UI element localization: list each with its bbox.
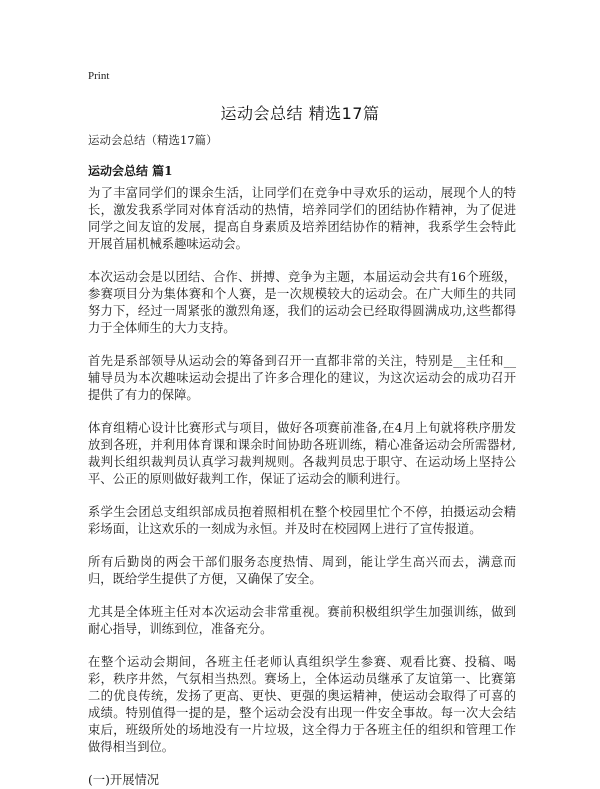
paragraph: 本次运动会是以团结、合作、拼搏、竞争为主题，本届运动会共有16个班级，参赛项目分为集体赛和个人赛，是一次规模较大的运动会。在广大师生的共同努力下，经过一周紧张的激烈角逐，我们的运动会已经取得圆满成功,这些都得力于全体师生的大力支持。 <box>88 270 516 335</box>
paragraph: 系学生会团总支组织部成员抱着照相机在整个校园里忙个不停，拍摄运动会精彩场面，让这欢乐的一刻成为永恒。并及时在校园网上进行了宣传报道。 <box>88 505 516 536</box>
paragraph: 所有后勤岗的两会干部们服务态度热情、周到，能让学生高兴而去，满意而归，既给学生提供了方便，又确保了安全。 <box>88 555 516 586</box>
document-subtitle: 运动会总结（精选17篇） <box>88 133 218 147</box>
section-heading: 运动会总结 篇1 <box>88 164 173 178</box>
paragraph: 尤其是全体班主任对本次运动会非常重视。赛前积极组织学生加强训练，做到耐心指导，训练到位，准备充分。 <box>88 605 516 636</box>
paragraph: 首先是系部领导从运动会的筹备到召开一直都非常的关注，特别是__主任和__辅导员为本次趣味运动会提出了许多合理化的建议，为这次运动会的成功召开提供了有力的保障。 <box>88 354 516 402</box>
paragraph: 在整个运动会期间，各班主任老师认真组织学生参赛、观看比赛、投稿、喝彩，秩序井然，气氛相当热烈。赛场上，全体运动员继承了友谊第一、比赛第二的优良传统，发扬了更高、更快、更强的奥运精神，使运动会取得了可喜的成绩。特别值得一提的是，整个运动会没有出现一件安全事故。每一次大会结束后，班级所处的场地没有一片垃圾，这全得力于各班主任的组织和管理工作做得相当到位。 <box>88 655 516 754</box>
paragraph: 为了丰富同学们的课余生活，让同学们在竞争中寻欢乐的运动，展现个人的特长，激发我系学同对体育活动的热情，培养同学们的团结协作精神，为了促进同学之间友谊的发展，提高自身素质及培养团结协作的精神，我系学生会特此开展首届机械系趣味运动会。 <box>88 186 516 251</box>
paragraph: 体育组精心设计比赛形式与项目，做好各项赛前准备,在4月上旬就将秩序册发放到各班，并利用体育课和课余时间协助各班训练，精心准备运动会所需器材,裁判长组织裁判员认真学习裁判规则。各裁判员忠于职守、在运动场上坚持公平、公正的原则做好裁判工作，保证了运动会的顺利进行。 <box>88 421 516 486</box>
subsection-heading: (一)开展情况 <box>88 773 160 787</box>
document-body <box>88 185 516 789</box>
print-label: Print <box>88 70 110 82</box>
document-title: 运动会总结 精选17篇 <box>220 104 380 123</box>
